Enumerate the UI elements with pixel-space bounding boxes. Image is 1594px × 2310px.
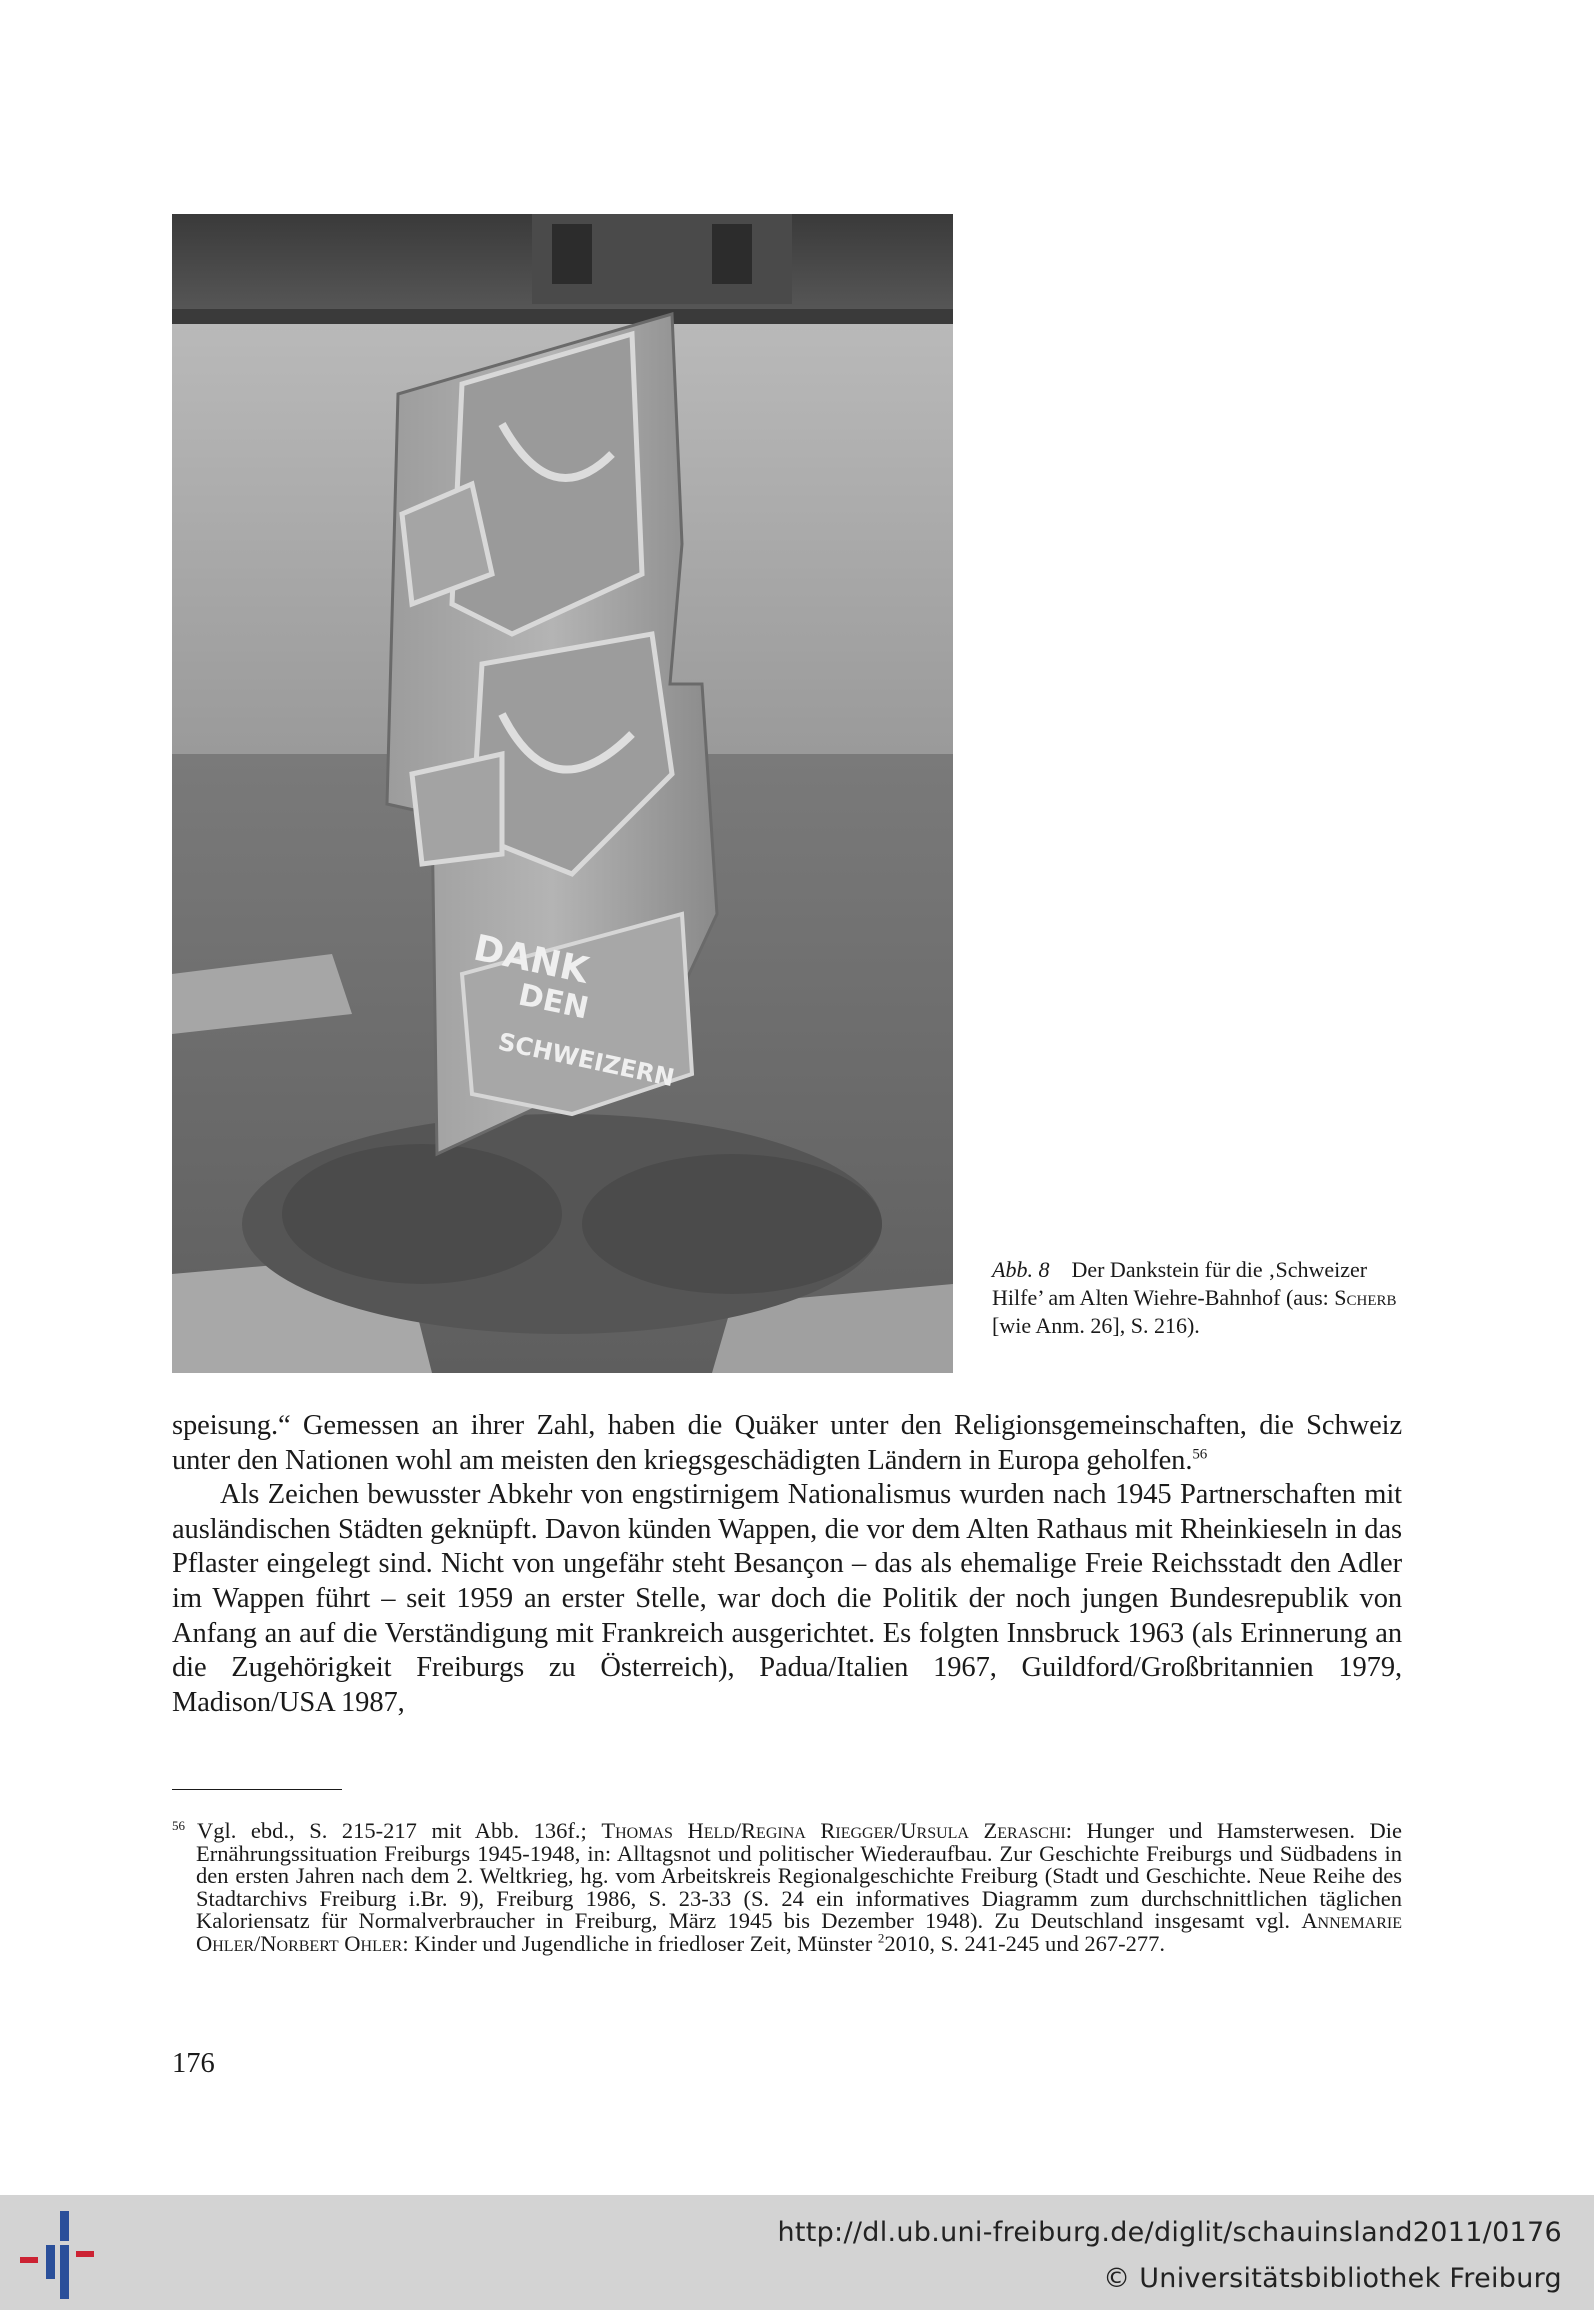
paragraph-1 bbox=[172, 1409, 1402, 1478]
footnote-text-2: : Hunger und Hamsterwesen. Die Ernährungssituation Freiburgs 1945-1948, in: Alltagsnot und politischer Wiederaufbau. Zur Geschichte Freiburgs und Südbadens in den ersten Jahren nach dem 2. Weltkrieg, hg. vom Arbeitskreis Regionalgeschichte Freiburg (Stadt und Geschichte. Neue Reihe des Stadtarchivs Freiburg i.Br. 9), Freiburg 1986, S. 23-33 (S. 24 ein informatives Diagramm zum durchschnittlichen täglichen Kaloriensatz für Normalverbraucher in Freiburg, März 1945 bis Dezember 1948). Zu Deutschland insgesamt vgl. bbox=[196, 1818, 1402, 1933]
inscription-line-1: DANK bbox=[470, 927, 592, 992]
inscription-line-2: DEN bbox=[515, 977, 592, 1027]
dankstein-photo-illustration bbox=[172, 214, 953, 1373]
copyright-text: © Universitätsbibliothek Freiburg bbox=[1103, 2263, 1562, 2294]
footnote-divider bbox=[172, 1789, 342, 1790]
monument-photograph bbox=[172, 214, 953, 1373]
body-text bbox=[172, 1409, 1402, 1720]
footnote-body bbox=[172, 1817, 1402, 1956]
caption-text-1: Der Dankstein für die ‚Schweizer Hilfe’ am Alten Wiehre-Bahnhof (aus: bbox=[992, 1257, 1368, 1310]
footnote-edition: 2 bbox=[877, 1930, 885, 1945]
footnote-authors-2: Annemarie Ohler/Norbert Ohler bbox=[196, 1908, 1402, 1956]
footnote-text-1: Vgl. ebd., S. 215-217 mit Abb. 136f.; bbox=[197, 1818, 602, 1843]
paragraph-1-text: speisung.“ Gemessen an ihrer Zahl, haben die Quäker unter den Religionsgemeinschaften, die Schweiz unter den Nationen wohl am meisten den kriegsgeschädigten Ländern in Europa geholfen. bbox=[172, 1410, 1402, 1476]
footnote-text-3: : Kinder und Jugendliche in friedloser Zeit, Münster bbox=[402, 1930, 878, 1956]
ub-freiburg-logo-icon[interactable] bbox=[20, 2211, 100, 2299]
footnote-text-4: 2010, S. 241-245 und 267-277. bbox=[884, 1930, 1165, 1956]
footnote-number: 56 bbox=[172, 1817, 185, 1833]
footnote-reference-56[interactable]: 56 bbox=[1192, 1446, 1208, 1463]
footnote-authors-1: Thomas Held/Regina Riegger/Ursula Zeraschi bbox=[601, 1818, 1066, 1843]
caption-label: Abb. 8 bbox=[992, 1257, 1050, 1282]
figure-caption bbox=[992, 1256, 1412, 1340]
footer-bar bbox=[0, 2195, 1594, 2310]
caption-text-2: [wie Anm. 26], S. 216). bbox=[992, 1313, 1200, 1338]
caption-author: Scherb bbox=[1334, 1285, 1397, 1310]
footnote-56 bbox=[172, 1817, 1402, 1956]
paragraph-2 bbox=[172, 1478, 1402, 1720]
paragraph-2-text: Als Zeichen bewusster Abkehr von engstirnigem Nationalismus wurden nach 1945 Partnerschaften mit ausländischen Städten geknüpft. Davon künden Wappen, die vor dem Alten Rathaus mit Rheinkieseln in das Pflaster eingelegt sind. Nicht von ungefähr steht Besançon – das als ehemalige Freie Reichsstadt den Adler im Wappen führt – seit 1959 an erster Stelle, war doch die Politik der noch jungen Bundesrepublik von Anfang an auf die Verständigung mit Frankreich ausgerichtet. Es folgten Innsbruck 1963 (als Erinnerung an die Zugehörigkeit Freiburgs zu Österreich), Padua/Italien 1967, Guildford/Großbritannien 1979, Madison/USA 1987, bbox=[172, 1479, 1402, 1718]
document-url-link[interactable]: http://dl.ub.uni-freiburg.de/diglit/schauinsland2011/0176 bbox=[777, 2217, 1562, 2248]
page-number: 176 bbox=[172, 2048, 215, 2079]
inscription-line-3: SCHWEIZERN bbox=[495, 1027, 677, 1093]
